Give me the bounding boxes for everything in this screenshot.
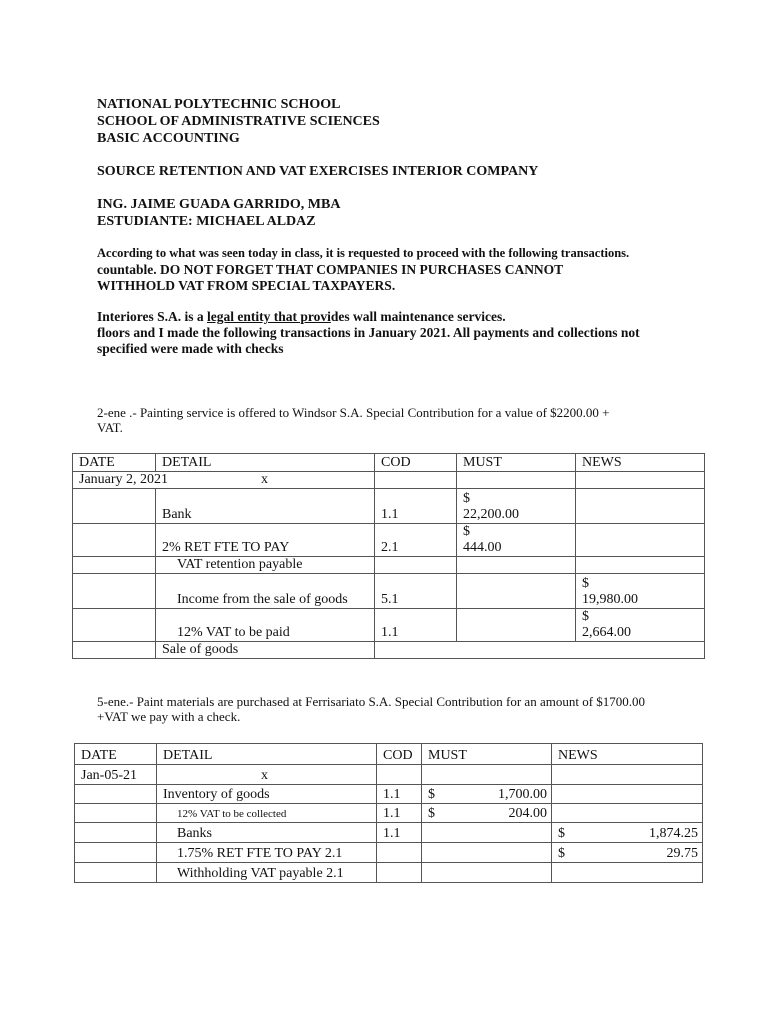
detail-cell: Sale of goods [156, 642, 375, 659]
empty-cell [576, 489, 705, 524]
author-block [97, 196, 340, 230]
company-line-1 [97, 309, 640, 325]
detail-cell: 12% VAT to be collected [157, 804, 377, 823]
empty-cell [75, 804, 157, 823]
teacher-name: ING. JAIME GUADA GARRIDO, MBA [97, 197, 341, 212]
entry-x-mark: x [261, 472, 268, 487]
empty-cell [375, 557, 457, 574]
must-cell [422, 804, 552, 823]
detail-cell: Banks [157, 823, 377, 843]
news-currency: $ [582, 576, 589, 591]
col-cod: COD [377, 744, 422, 765]
col-news: NEWS [552, 744, 703, 765]
empty-cell [422, 823, 552, 843]
detail-cell: Bank [156, 489, 375, 524]
news-cell [552, 823, 703, 843]
must-cell [422, 785, 552, 804]
transaction-1-description [97, 405, 697, 435]
must-cell [457, 489, 576, 524]
news-cell [576, 609, 705, 642]
course-name: BASIC ACCOUNTING [97, 131, 240, 146]
cod-cell: 1.1 [375, 489, 457, 524]
table-row [73, 574, 705, 609]
empty-cell [73, 557, 156, 574]
news-money [558, 826, 698, 842]
must-money [428, 806, 547, 822]
empty-cell [552, 785, 703, 804]
cod-cell: 5.1 [375, 574, 457, 609]
news-value: 19,980.00 [582, 592, 638, 607]
transaction-2-line-1: 5-ene.- Paint materials are purchased at Ferrisariato S.A. Special Contribution for an amount of $1700.00 [97, 694, 646, 709]
col-detail: DETAIL [157, 744, 377, 765]
table-header-row [73, 454, 705, 472]
instruction-line-3: WITHHOLD VAT FROM SPECIAL TAXPAYERS. [97, 278, 396, 293]
document-title: SOURCE RETENTION AND VAT EXERCISES INTERIOR COMPANY [97, 164, 539, 179]
entry-date-cell [73, 472, 375, 489]
must-value: 22,200.00 [463, 507, 519, 522]
empty-cell [73, 574, 156, 609]
empty-cell [73, 489, 156, 524]
company-text-underlined: legal entity that provi [207, 309, 331, 324]
empty-cell [457, 557, 576, 574]
transaction-2-description [97, 694, 697, 724]
empty-cell [73, 609, 156, 642]
empty-cell [422, 863, 552, 883]
faculty-name: SCHOOL OF ADMINISTRATIVE SCIENCES [97, 114, 380, 129]
empty-cell [75, 823, 157, 843]
company-line-2: floors and I made the following transactions in January 2021. All payments and collections not [97, 325, 640, 340]
empty-cell [375, 642, 705, 659]
table-row [73, 557, 705, 574]
col-must: MUST [422, 744, 552, 765]
company-text-a: Interiores S.A. is a [97, 309, 207, 324]
table-row [75, 843, 703, 863]
empty-cell [576, 524, 705, 557]
news-value: 2,664.00 [582, 625, 631, 640]
empty-cell [552, 765, 703, 785]
transaction-2-line-2: +VAT we pay with a check. [97, 709, 241, 724]
must-currency: $ [463, 491, 470, 506]
must-value: 444.00 [463, 540, 502, 555]
table-row [73, 642, 705, 659]
news-currency: $ [582, 609, 589, 624]
empty-cell [377, 765, 422, 785]
entry-x-mark: x [157, 765, 377, 785]
empty-cell [576, 557, 705, 574]
news-value: 1,874.25 [649, 826, 698, 841]
must-currency: $ [463, 524, 470, 539]
table-row [75, 804, 703, 823]
student-name: ESTUDIANTE: MICHAEL ALDAZ [97, 214, 316, 229]
table-row [73, 472, 705, 489]
header-block [97, 96, 380, 147]
cod-cell: 1.1 [377, 804, 422, 823]
table-header-row [75, 744, 703, 765]
col-must: MUST [457, 454, 576, 472]
news-value: 29.75 [666, 846, 698, 861]
journal-table-2 [74, 743, 703, 883]
empty-cell [375, 472, 457, 489]
table-row [75, 863, 703, 883]
company-description [97, 309, 640, 357]
detail-cell: 2% RET FTE TO PAY [156, 524, 375, 557]
school-name: NATIONAL POLYTECHNIC SCHOOL [97, 97, 341, 112]
news-money [558, 846, 698, 862]
table-row [75, 765, 703, 785]
table-row [73, 609, 705, 642]
empty-cell [75, 843, 157, 863]
table-row [75, 823, 703, 843]
instruction-block [97, 262, 563, 294]
empty-cell [552, 863, 703, 883]
must-value: 204.00 [508, 806, 547, 821]
entry-date: Jan-05-21 [75, 765, 157, 785]
detail-cell: 1.75% RET FTE TO PAY 2.1 [157, 843, 377, 863]
empty-cell [73, 524, 156, 557]
entry-date: January 2, 2021 [79, 472, 169, 487]
col-date: DATE [75, 744, 157, 765]
empty-cell [457, 574, 576, 609]
empty-cell [457, 472, 576, 489]
col-date: DATE [73, 454, 156, 472]
must-currency: $ [428, 806, 435, 821]
table-row [73, 524, 705, 557]
company-line-3: specified were made with checks [97, 341, 284, 356]
journal-table-1 [72, 453, 705, 659]
col-cod: COD [375, 454, 457, 472]
empty-cell [457, 609, 576, 642]
empty-cell [73, 642, 156, 659]
detail-cell: VAT retention payable [156, 557, 375, 574]
news-currency: $ [558, 826, 565, 841]
detail-cell: Inventory of goods [157, 785, 377, 804]
instruction-line: According to what was seen today in class, it is requested to proceed with the following transactions. [97, 246, 630, 260]
must-value: 1,700.00 [498, 787, 547, 802]
empty-cell [422, 765, 552, 785]
must-cell [457, 524, 576, 557]
empty-cell [552, 804, 703, 823]
empty-cell [576, 472, 705, 489]
detail-cell: Withholding VAT payable 2.1 [157, 863, 377, 883]
empty-cell [377, 863, 422, 883]
empty-cell [422, 843, 552, 863]
company-text-c: des wall maintenance services. [330, 309, 506, 324]
cod-cell: 1.1 [377, 785, 422, 804]
col-detail: DETAIL [156, 454, 375, 472]
empty-cell [75, 863, 157, 883]
col-news: NEWS [576, 454, 705, 472]
transaction-1-line-2: VAT. [97, 420, 123, 435]
table-row [75, 785, 703, 804]
news-cell [552, 843, 703, 863]
empty-cell [75, 785, 157, 804]
detail-cell: 12% VAT to be paid [156, 609, 375, 642]
news-cell [576, 574, 705, 609]
transaction-1-line-1: 2-ene .- Painting service is offered to Windsor S.A. Special Contribution for a value of $2200.00 + [97, 405, 610, 420]
cod-cell: 1.1 [377, 823, 422, 843]
cod-cell: 2.1 [375, 524, 457, 557]
cod-cell: 1.1 [375, 609, 457, 642]
must-money [428, 787, 547, 803]
table-row [73, 489, 705, 524]
instruction-line-2: countable. DO NOT FORGET THAT COMPANIES IN PURCHASES CANNOT [97, 262, 564, 277]
detail-cell: Income from the sale of goods [156, 574, 375, 609]
must-currency: $ [428, 787, 435, 802]
news-currency: $ [558, 846, 565, 861]
empty-cell [377, 843, 422, 863]
